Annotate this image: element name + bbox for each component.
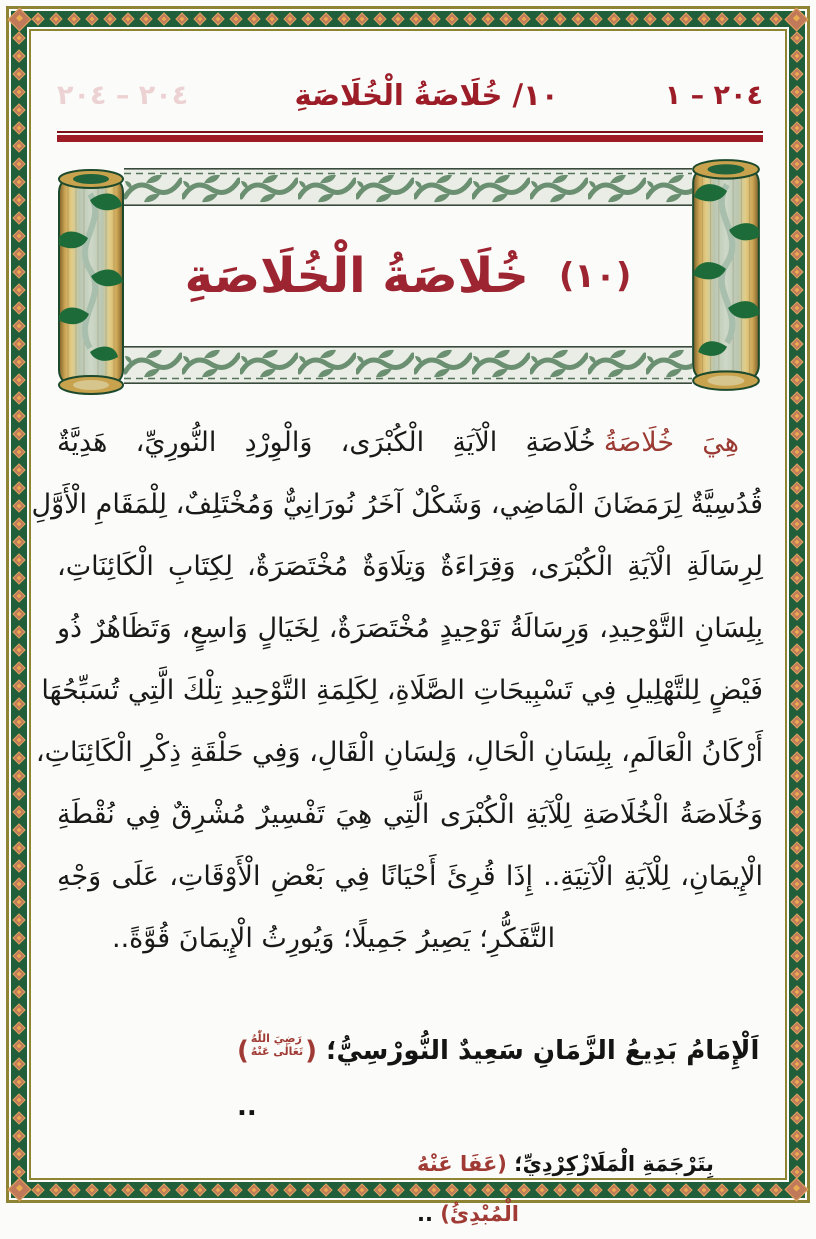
chapter-reference: ١٠/ خُلَاصَةُ الْخُلَاصَةِ [294, 78, 559, 112]
translator-name: بِتَرْجَمَةِ الْمَلَازْكِرْدِيِّ؛ [514, 1152, 714, 1176]
frame-ornament-left [11, 11, 27, 1198]
chapter-title: خُلَاصَةُ الْخُلَاصَةِ [184, 248, 529, 304]
signature-trailing-dots: .. [417, 1202, 433, 1226]
signature-trailing-dots: .. [237, 1092, 257, 1122]
body-line-text: خُلَاصَةِ الْآيَةِ الْكُبْرَى، وَالْوِرْدِ النُّورِيِّ، هَدِيَّةٌ [57, 427, 596, 458]
scroll-top-vine-band [124, 168, 692, 206]
body-line: الْإِيمَانِ، لِلْآيَةِ الْآتِيَةِ.. إِذَا قُرِئَ أَحْيَانًا فِي بَعْضِ الْأَوْقَاتِ، عَلَى وَجْهِ [57, 861, 763, 892]
body-line: بِلِسَانِ التَّوْحِيدِ، وَرِسَالَةُ تَوْحِيدٍ مُخْتَصَرَةٌ، لِخَيَالٍ وَاسِعٍ، وَتَظَاهُرٌ ذُو [57, 613, 763, 644]
author-signature [57, 1023, 763, 1135]
seal-close-paren: ) [237, 1036, 249, 1066]
page-header [57, 66, 763, 124]
page-reference-number: ٢٠٤ – ١ [664, 79, 763, 111]
scroll-roll-left-icon [56, 166, 126, 398]
chapter-number: (١٠) [558, 256, 632, 296]
body-paragraph [31, 412, 763, 1239]
divider-thin-line [57, 131, 763, 133]
body-line: أَرْكَانُ الْعَالَمِ، بِلِسَانِ الْحَالِ، وَلِسَانِ الْقَالِ، وَفِي حَلْقَةِ ذِكْرِ الْكَائِنَاتِ، [35, 737, 763, 768]
translator-signature [57, 1139, 763, 1239]
scroll-roll-right-icon [688, 156, 764, 394]
divider-thick-line [57, 135, 763, 142]
body-line-last: التَّفَكُّرِ؛ يَصِيرُ جَمِيلًا؛ وَيُورِثُ الْإِيمَانَ قُوَّةً.. [112, 923, 556, 954]
faded-page-reference: ٢٠٤ – ٢٠٤ [57, 79, 189, 111]
body-line: قُدُسِيَّةٌ لِرَمَضَانَ الْمَاضِي، وَشَكْلٌ آخَرُ نُورَانِيٌّ وَمُخْتَلِفٌ، لِلْمَقَامِ الْأَوَّلِ [31, 489, 763, 520]
author-blessing-seal: رَضِيَ اللّٰهُ تَعَالٰى عَنْهُ [250, 1032, 304, 1058]
frame-ornament-right [789, 11, 805, 1198]
chapter-title-banner [130, 212, 686, 340]
translator-blessing-seal: (عَفَا عَنْهُ الْمُبْدِئُ) [417, 1152, 519, 1226]
body-line: لِرِسَالَةِ الْآيَةِ الْكُبْرَى، وَقِرَاءَةٌ وَتِلَاوَةٌ مُخْتَصَرَةٌ، لِكِتَابِ الْكَائِنَاتِ، [57, 551, 763, 582]
body-line: فَيْضٍ لِلتَّهْلِيلِ فِي تَسْبِيحَاتِ الصَّلَاةِ، لِكَلِمَةِ التَّوْحِيدِ تِلْكَ الَّتِي تُسَبِّحُهَا [41, 675, 763, 706]
lead-in-red-text: هِيَ خُلَاصَةُ [603, 427, 739, 458]
seal-open-paren: ( [305, 1036, 318, 1066]
frame-ornament-top [11, 11, 805, 27]
scroll-bottom-vine-band [124, 346, 692, 384]
body-line: وَخُلَاصَةُ الْخُلَاصَةِ لِلْآيَةِ الْكُبْرَى الَّتِي هِيَ تَفْسِيرٌ مُشْرِقٌ فِي نُقْطَةِ [57, 799, 763, 830]
author-name: اَلْإِمَامُ بَدِيعُ الزَّمَانِ سَعِيدٌ النُّورْسِيُّ؛ [326, 1036, 760, 1066]
body-line [57, 412, 763, 474]
header-divider-rule [57, 131, 763, 142]
